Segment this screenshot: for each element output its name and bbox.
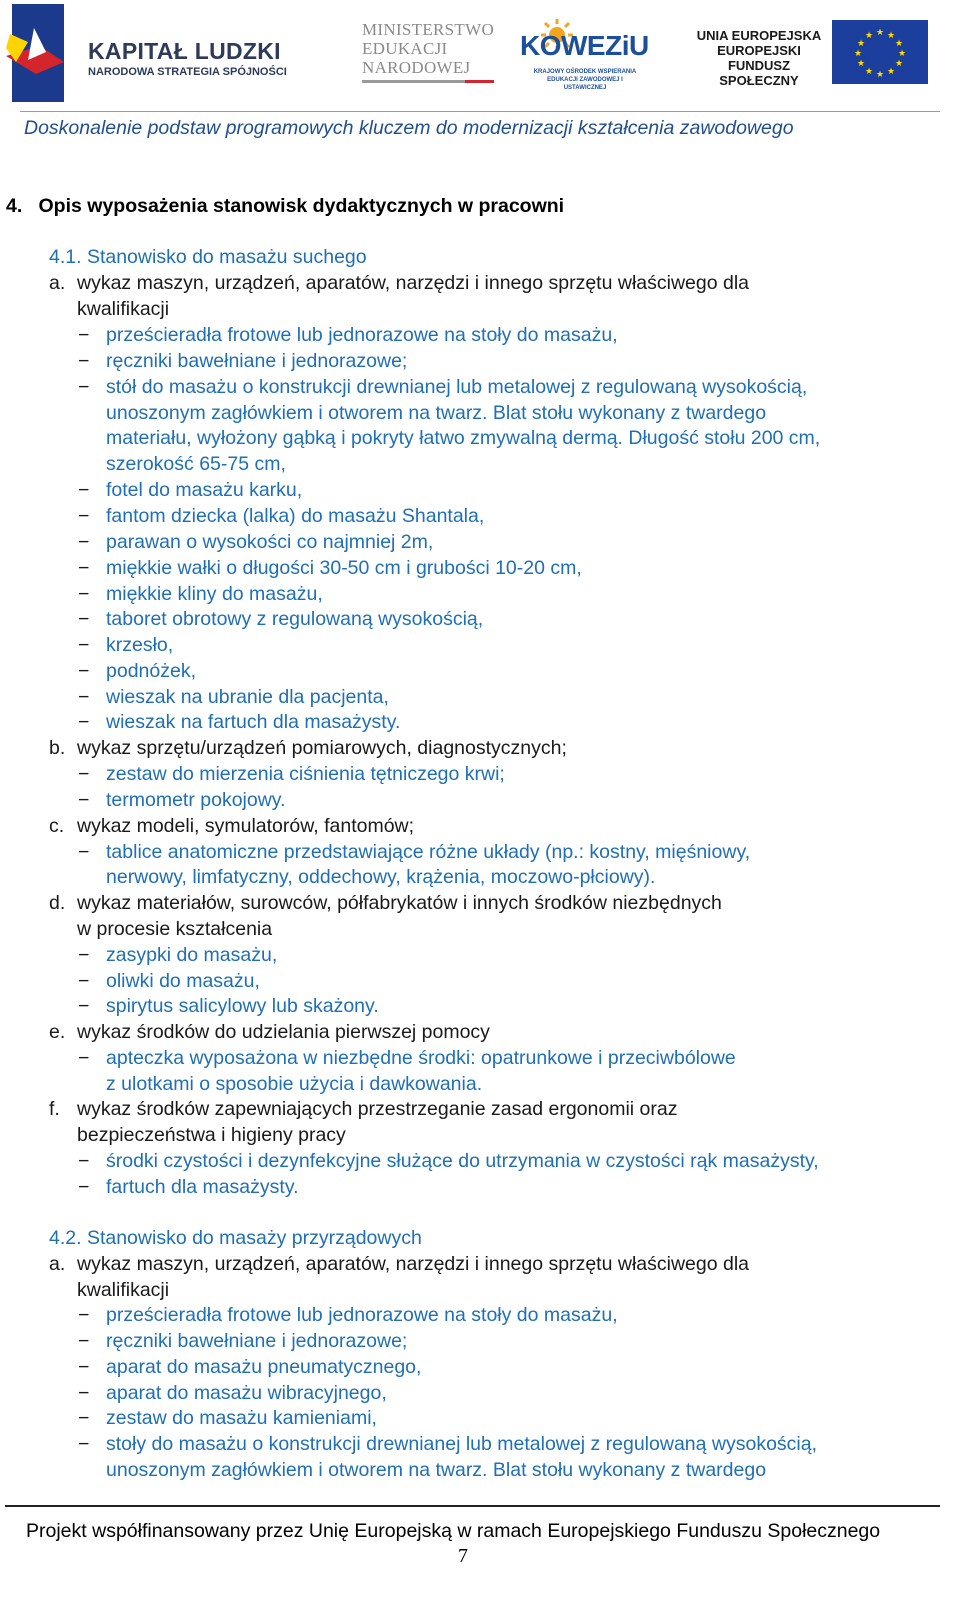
svg-text:★: ★ [853,49,863,59]
dash-icon: − [78,634,90,656]
svg-text:★: ★ [875,28,885,38]
list-item: aparat do masażu pneumatycznego, [106,1356,422,1378]
header-divider [20,111,940,112]
kowezu-logo-subtitle: KRAJOWY OŚRODEK WSPIERANIA EDUKACJI ZAWODOWEJ I USTAWICZNEJ [533,69,637,91]
list-label-a: a. [49,1253,66,1275]
dash-icon: − [78,841,90,863]
dash-icon: − [78,350,90,372]
list-item: zestaw do mierzenia ciśnienia tętniczego krwi; [106,763,505,785]
svg-text:★: ★ [864,31,874,41]
dash-icon: − [78,608,90,630]
dash-icon: − [78,479,90,501]
list-title-d-cont: w procesie kształcenia [77,918,273,940]
list-label-b: b. [49,737,66,759]
eu-line-2: EUROPEJSKI [717,43,801,58]
section-heading: 4. Opis wyposażenia stanowisk dydaktycznych w pracowni [6,195,565,217]
list-item-cont: materiału, wyłożony gąbką i pokryty łatwo zmywalną dermą. Długość stołu 200 cm, [106,427,821,449]
list-item: stoły do masażu o konstrukcji drewnianej lub metalowej z regulowaną wysokością, [106,1433,818,1455]
list-item: taboret obrotowy z regulowaną wysokością, [106,608,484,630]
subsection-title-4-2: 4.2. Stanowisko do masaży przyrządowych [49,1227,422,1249]
dash-icon: − [78,583,90,605]
kowezu-logo-text: KOWEZiU [520,30,649,61]
dash-icon: − [78,1150,90,1172]
dash-icon: − [78,1330,90,1352]
dash-icon: − [78,944,90,966]
kapital-ludzki-title: KAPITAŁ LUDZKI [88,38,281,64]
dash-icon: − [78,531,90,553]
list-item: podnóżek, [106,660,196,682]
list-item: spirytus salicylowy lub skażony. [106,995,379,1017]
svg-text:★: ★ [864,67,874,77]
svg-text:★: ★ [894,59,904,69]
dash-icon: − [78,1356,90,1378]
dash-icon: − [78,711,90,733]
dash-icon: − [78,376,90,398]
list-title-d: wykaz materiałów, surowców, półfabrykatów i innych środków niezbędnych [77,892,722,914]
dash-icon: − [78,970,90,992]
list-item: ręczniki bawełniane i jednorazowe; [106,1330,408,1352]
dash-icon: − [78,789,90,811]
eu-line-3: FUNDUSZ SPOŁECZNY [719,58,799,88]
list-item: oliwki do masażu, [106,970,260,992]
list-item: wieszak na fartuch dla masażysty. [106,711,401,733]
list-label-a: a. [49,272,66,294]
footer-divider [5,1505,940,1507]
list-item: miękkie wałki o długości 30-50 cm i grubości 10-20 cm, [106,557,582,579]
kapital-ludzki-subtitle: NARODOWA STRATEGIA SPÓJNOŚCI [88,66,287,78]
dash-icon: − [78,660,90,682]
svg-text:★: ★ [875,70,885,80]
list-item: fantom dziecka (lalka) do masażu Shantala, [106,505,485,527]
list-item: stół do masażu o konstrukcji drewnianej lub metalowej z regulowaną wysokością, [106,376,808,398]
list-label-f: f. [49,1098,60,1120]
dash-icon: − [78,1407,90,1429]
list-title-f-cont: bezpieczeństwa i higieny pracy [77,1124,346,1146]
svg-text:★: ★ [856,59,866,69]
list-item: prześcieradła frotowe lub jednorazowe na stoły do masażu, [106,1304,618,1326]
svg-text:★: ★ [856,39,866,49]
list-label-d: d. [49,892,66,914]
dash-icon: − [78,1382,90,1404]
list-item: fotel do masażu karku, [106,479,303,501]
list-item: termometr pokojowy. [106,789,286,811]
eu-logo-text [694,28,824,88]
dash-icon: − [78,686,90,708]
list-item: prześcieradła frotowe lub jednorazowe na stoły do masażu, [106,324,618,346]
footer-text: Projekt współfinansowany przez Unię Europejską w ramach Europejskiego Funduszu Społecznego [26,1520,881,1542]
list-item-cont: unoszonym zagłówkiem i otworem na twarz. Blat stołu wykonany z twardego [106,402,767,424]
header-logos [0,0,960,112]
list-item-cont: unoszonym zagłówkiem i otworem na twarz. Blat stołu wykonany z twardego [106,1459,767,1481]
list-title-f: wykaz środków zapewniających przestrzeganie zasad ergonomii oraz [77,1098,678,1120]
subsection-title-4-1: 4.1. Stanowisko do masażu suchego [49,246,367,268]
ministry-logo-bar [362,80,494,83]
dash-icon: − [78,1433,90,1455]
list-item-cont: z ulotkami o sposobie użycia i dawkowania. [106,1073,483,1095]
svg-text:★: ★ [886,31,896,41]
list-item: wieszak na ubranie dla pacjenta, [106,686,389,708]
list-item: miękkie kliny do masażu, [106,583,323,605]
kapital-ludzki-emblem-icon [6,4,64,102]
list-item: fartuch dla masażysty. [106,1176,299,1198]
list-item: tablice anatomiczne przedstawiające różne układy (np.: kostny, mięśniowy, [106,841,751,863]
eu-line-1: UNIA EUROPEJSKA [696,28,822,43]
list-item-cont: szerokość 65-75 cm, [106,453,286,475]
eu-flag-icon [832,20,928,84]
svg-text:★: ★ [897,49,907,59]
ministry-line-2: EDUKACJI [362,39,448,58]
ministry-line-3: NARODOWEJ [362,58,471,77]
list-title-a: wykaz maszyn, urządzeń, aparatów, narzędzi i innego sprzętu właściwego dla [77,1253,750,1275]
list-item: krzesło, [106,634,174,656]
list-title-c: wykaz modeli, symulatorów, fantomów; [77,815,415,837]
list-title-a-cont: kwalifikacji [77,1279,170,1301]
list-item: parawan o wysokości co najmniej 2m, [106,531,434,553]
page-number: 7 [458,1545,468,1567]
list-item: apteczka wyposażona w niezbędne środki: opatrunkowe i przeciwbólowe [106,1047,736,1069]
dash-icon: − [78,763,90,785]
dash-icon: − [78,505,90,527]
ministry-logo-text [362,20,494,77]
list-item-cont: nerwowy, limfatyczny, oddechowy, krążenia, moczowo-płciowy). [106,866,656,888]
dash-icon: − [78,557,90,579]
list-item: zasypki do masażu, [106,944,278,966]
list-item: aparat do masażu wibracyjnego, [106,1382,387,1404]
svg-text:★: ★ [886,67,896,77]
dash-icon: − [78,1176,90,1198]
project-subtitle: Doskonalenie podstaw programowych kluczem do modernizacji kształcenia zawodowego [24,117,794,139]
dash-icon: − [78,1047,90,1069]
svg-text:★: ★ [894,39,904,49]
list-item: zestaw do masażu kamieniami, [106,1407,377,1429]
dash-icon: − [78,995,90,1017]
list-title-a: wykaz maszyn, urządzeń, aparatów, narzędzi i innego sprzętu właściwego dla [77,272,750,294]
list-item: środki czystości i dezynfekcyjne służące do utrzymania w czystości rąk masażysty, [106,1150,819,1172]
list-item: ręczniki bawełniane i jednorazowe; [106,350,408,372]
list-title-a-cont: kwalifikacji [77,298,170,320]
ministry-line-1: MINISTERSTWO [362,20,495,39]
list-title-e: wykaz środków do udzielania pierwszej pomocy [77,1021,490,1043]
list-title-b: wykaz sprzętu/urządzeń pomiarowych, diagnostycznych; [77,737,567,759]
list-label-e: e. [49,1021,66,1043]
dash-icon: − [78,324,90,346]
list-label-c: c. [49,815,65,837]
dash-icon: − [78,1304,90,1326]
